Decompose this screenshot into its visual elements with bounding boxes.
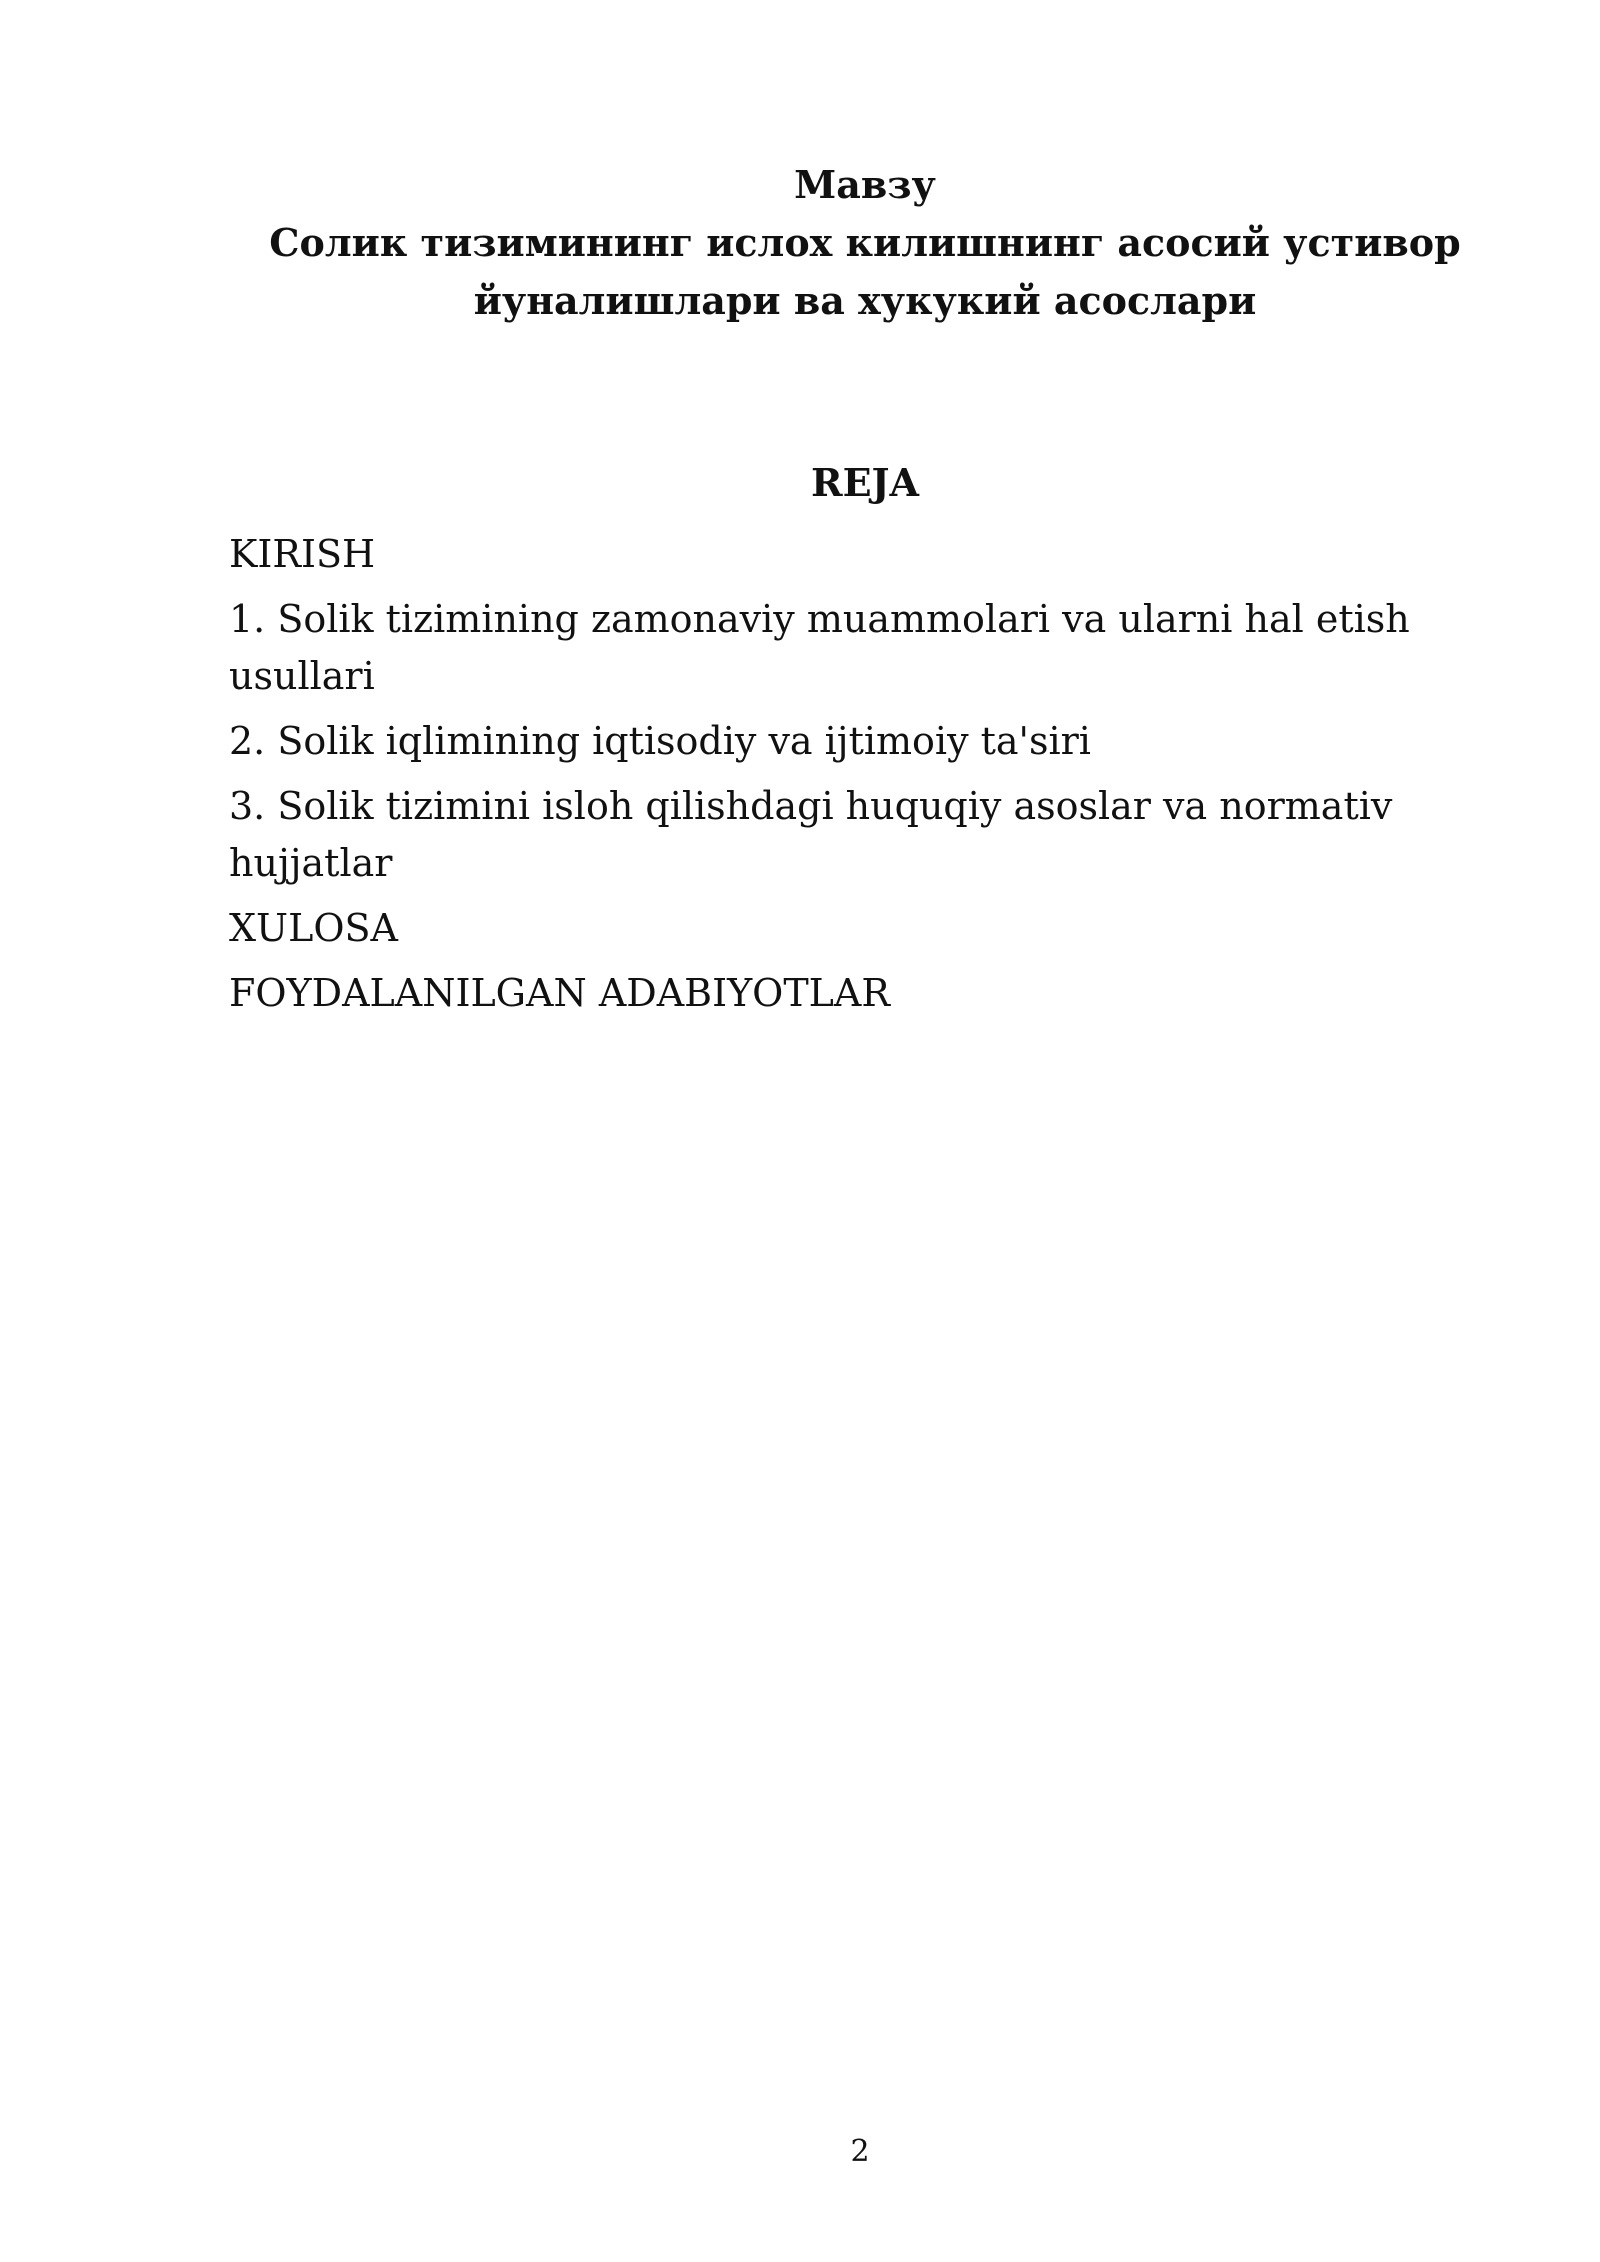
topic-label: Мавзу xyxy=(794,162,936,207)
plan-item-3: 3. Solik tizimini isloh qilishdagi huquqiy asoslar va normativ hujjatlar xyxy=(229,784,1393,885)
title-block xyxy=(230,156,1500,330)
plan-list xyxy=(229,526,1449,1030)
plan-item-references: FOYDALANILGAN ADABIYOTLAR xyxy=(229,971,890,1015)
plan-item-1: 1. Solik tizimining zamonaviy muammolari va ularni hal etish usullari xyxy=(229,597,1410,698)
plan-heading: REJA xyxy=(810,460,919,505)
title-line-2: йуналишлари ва хукукий асослари xyxy=(473,278,1257,323)
page-number: 2 xyxy=(850,2134,870,2169)
plan-item-intro: KIRISH xyxy=(229,532,376,576)
title-line-1: Солик тизимининг ислох килишнинг асосий устивор xyxy=(269,220,1461,265)
plan-item-conclusion: XULOSA xyxy=(229,906,398,950)
plan-item-2: 2. Solik iqlimining iqtisodiy va ijtimoiy ta'siri xyxy=(229,719,1091,763)
